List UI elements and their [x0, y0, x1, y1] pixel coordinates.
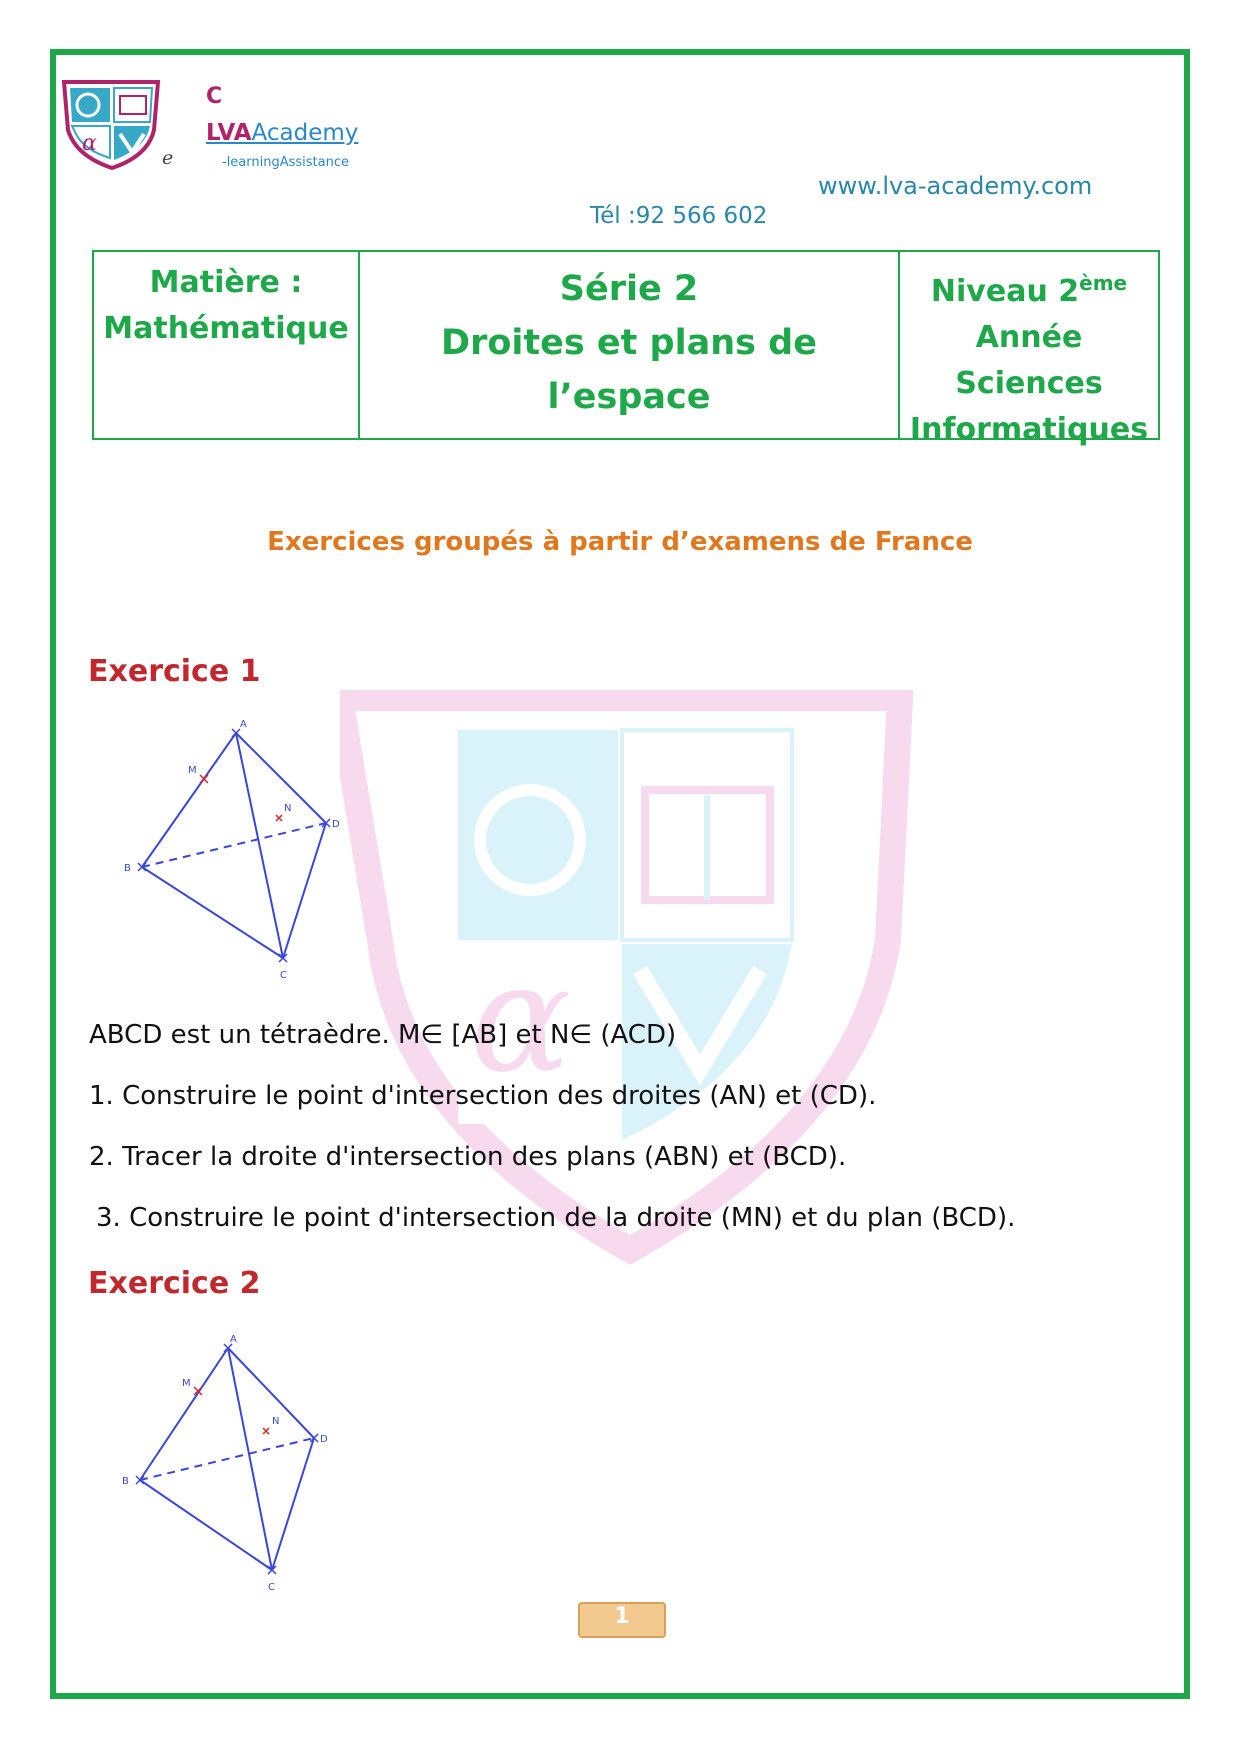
- svg-text:α: α: [82, 131, 97, 156]
- brand-name: [206, 120, 358, 146]
- label-a: A: [230, 1334, 237, 1345]
- level-cell: [900, 252, 1158, 447]
- brand-subtitle: -learningAssistance: [222, 155, 349, 170]
- exercise-1-question-1: 1. Construire le point d'intersection des droites (AN) et (CD).: [89, 1081, 877, 1111]
- phone-number: Tél :92 566 602: [590, 203, 768, 229]
- tetrahedron-figure-2: [118, 1330, 358, 1610]
- subject-cell: [94, 252, 360, 438]
- subject-value: Mathématique: [103, 311, 349, 346]
- label-a: A: [240, 719, 247, 730]
- exercise-1-question-3: 3. Construire le point d'intersection de la droite (MN) et du plan (BCD).: [96, 1203, 1016, 1233]
- document-subtitle: Exercices groupés à partir d’examens de France: [267, 527, 973, 557]
- label-m: M: [182, 1378, 191, 1389]
- exercise-1-title: Exercice 1: [88, 654, 261, 689]
- level-line-3: Sciences: [955, 366, 1103, 401]
- label-d: D: [320, 1434, 328, 1445]
- lva-logo-icon: [58, 78, 166, 170]
- brand-name-bold: LVA: [206, 120, 252, 146]
- subject-label: Matière :: [149, 265, 303, 300]
- level-prefix: Niveau 2: [930, 274, 1080, 309]
- header-table: [92, 250, 1160, 447]
- exercise-1-statement: ABCD est un tétraèdre. M∈ [AB] et N∈ (ACD): [89, 1020, 677, 1050]
- label-n: N: [272, 1416, 280, 1427]
- page-number: 1: [578, 1602, 666, 1638]
- label-n: N: [284, 803, 292, 814]
- label-b: B: [122, 1476, 129, 1487]
- exercise-2-title: Exercice 2: [88, 1266, 261, 1301]
- level-sup: ème: [1079, 271, 1128, 295]
- brand-name-rest: Academy: [251, 120, 359, 146]
- level-line-1: [900, 260, 1158, 315]
- label-d: D: [332, 819, 340, 830]
- series-cell: [360, 252, 900, 438]
- brand-letter-e: e: [162, 147, 174, 169]
- label-m: M: [188, 765, 197, 776]
- label-b: B: [124, 863, 131, 874]
- watermark-logo-icon: [340, 690, 920, 1270]
- series-title: Série 2: [559, 269, 699, 309]
- brand-letter-c: C: [206, 84, 223, 109]
- topic-title: Droites et plans de l’espace: [441, 323, 817, 417]
- exercise-1-question-2: 2. Tracer la droite d'intersection des plans (ABN) et (BCD).: [89, 1142, 847, 1172]
- level-line-4: Informatiques: [909, 412, 1149, 447]
- tetrahedron-figure-1: [118, 715, 358, 995]
- label-c: C: [280, 970, 287, 981]
- svg-text:α: α: [470, 932, 572, 1106]
- level-line-2: Année: [975, 320, 1083, 355]
- website-link[interactable]: www.lva-academy.com: [818, 172, 1093, 200]
- label-c: C: [268, 1582, 275, 1593]
